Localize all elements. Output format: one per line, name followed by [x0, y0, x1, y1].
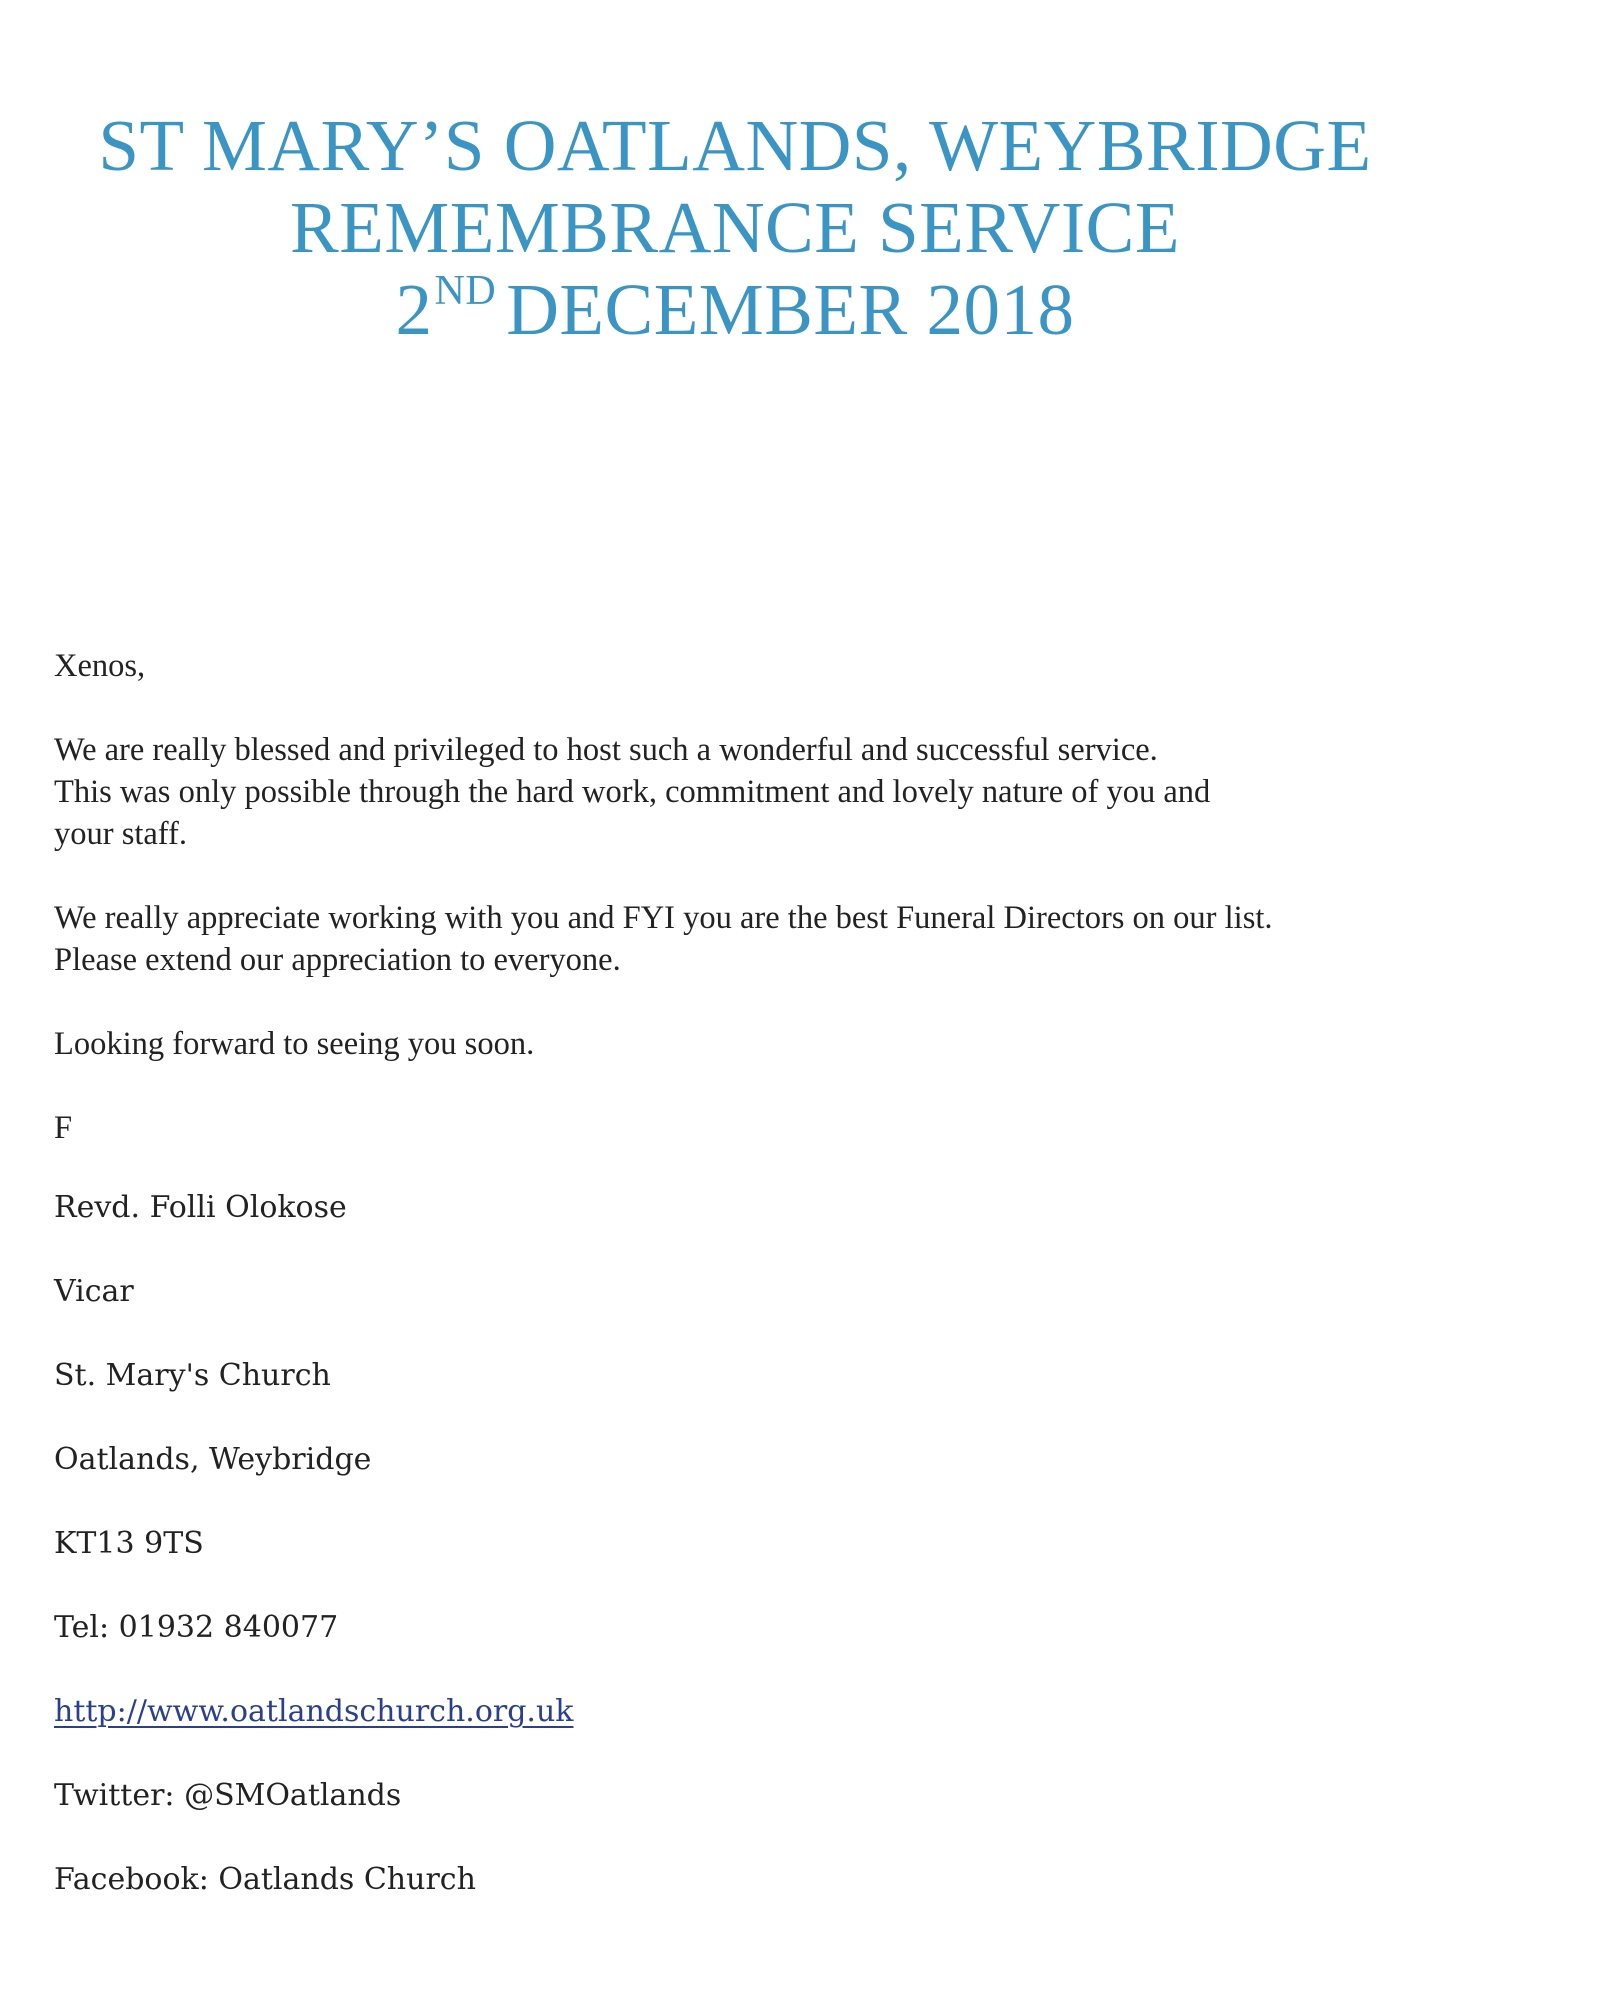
church-website-link[interactable]: http://www.oatlandschurch.org.uk [54, 1694, 574, 1729]
closing-line: Looking forward to seeing you soon. [54, 1026, 535, 1062]
letter-body [54, 645, 1554, 1191]
church-phone: Tel: 01932 840077 [54, 1610, 339, 1645]
church-twitter: Twitter: @SMOatlands [54, 1778, 402, 1813]
paragraph-line: We are really blessed and privileged to host such a wonderful and successful service. [54, 732, 1158, 768]
heading-service-date [0, 269, 1470, 351]
heading-service-name: REMEMBRANCE SERVICE [290, 187, 1180, 268]
date-month-year: DECEMBER 2018 [506, 269, 1075, 350]
paragraph-line: We really appreciate working with you and FYI you are the best Funeral Directors on our list. [54, 900, 1273, 936]
church-locality: Oatlands, Weybridge [54, 1442, 372, 1477]
salutation: Xenos, [54, 648, 146, 684]
paragraph-appreciation [54, 897, 1554, 981]
paragraph-line: Please extend our appreciation to everyone. [54, 942, 621, 978]
church-facebook: Facebook: Oatlands Church [54, 1862, 476, 1897]
signatory-name: Revd. Folli Olokose [54, 1190, 347, 1225]
letter-heading [0, 105, 1470, 351]
paragraph-line: This was only possible through the hard work, commitment and lovely nature of you and [54, 774, 1211, 810]
church-name: St. Mary's Church [54, 1358, 331, 1393]
heading-church-name: ST MARY’S OATLANDS, WEYBRIDGE [98, 105, 1372, 186]
paragraph-thanks [54, 729, 1554, 855]
paragraph-line: your staff. [54, 816, 187, 852]
church-postcode: KT13 9TS [54, 1526, 204, 1561]
date-day: 2 [395, 269, 433, 350]
signature-initial: F [54, 1110, 73, 1146]
date-suffix: ND [434, 268, 497, 314]
signatory-role: Vicar [54, 1274, 134, 1309]
